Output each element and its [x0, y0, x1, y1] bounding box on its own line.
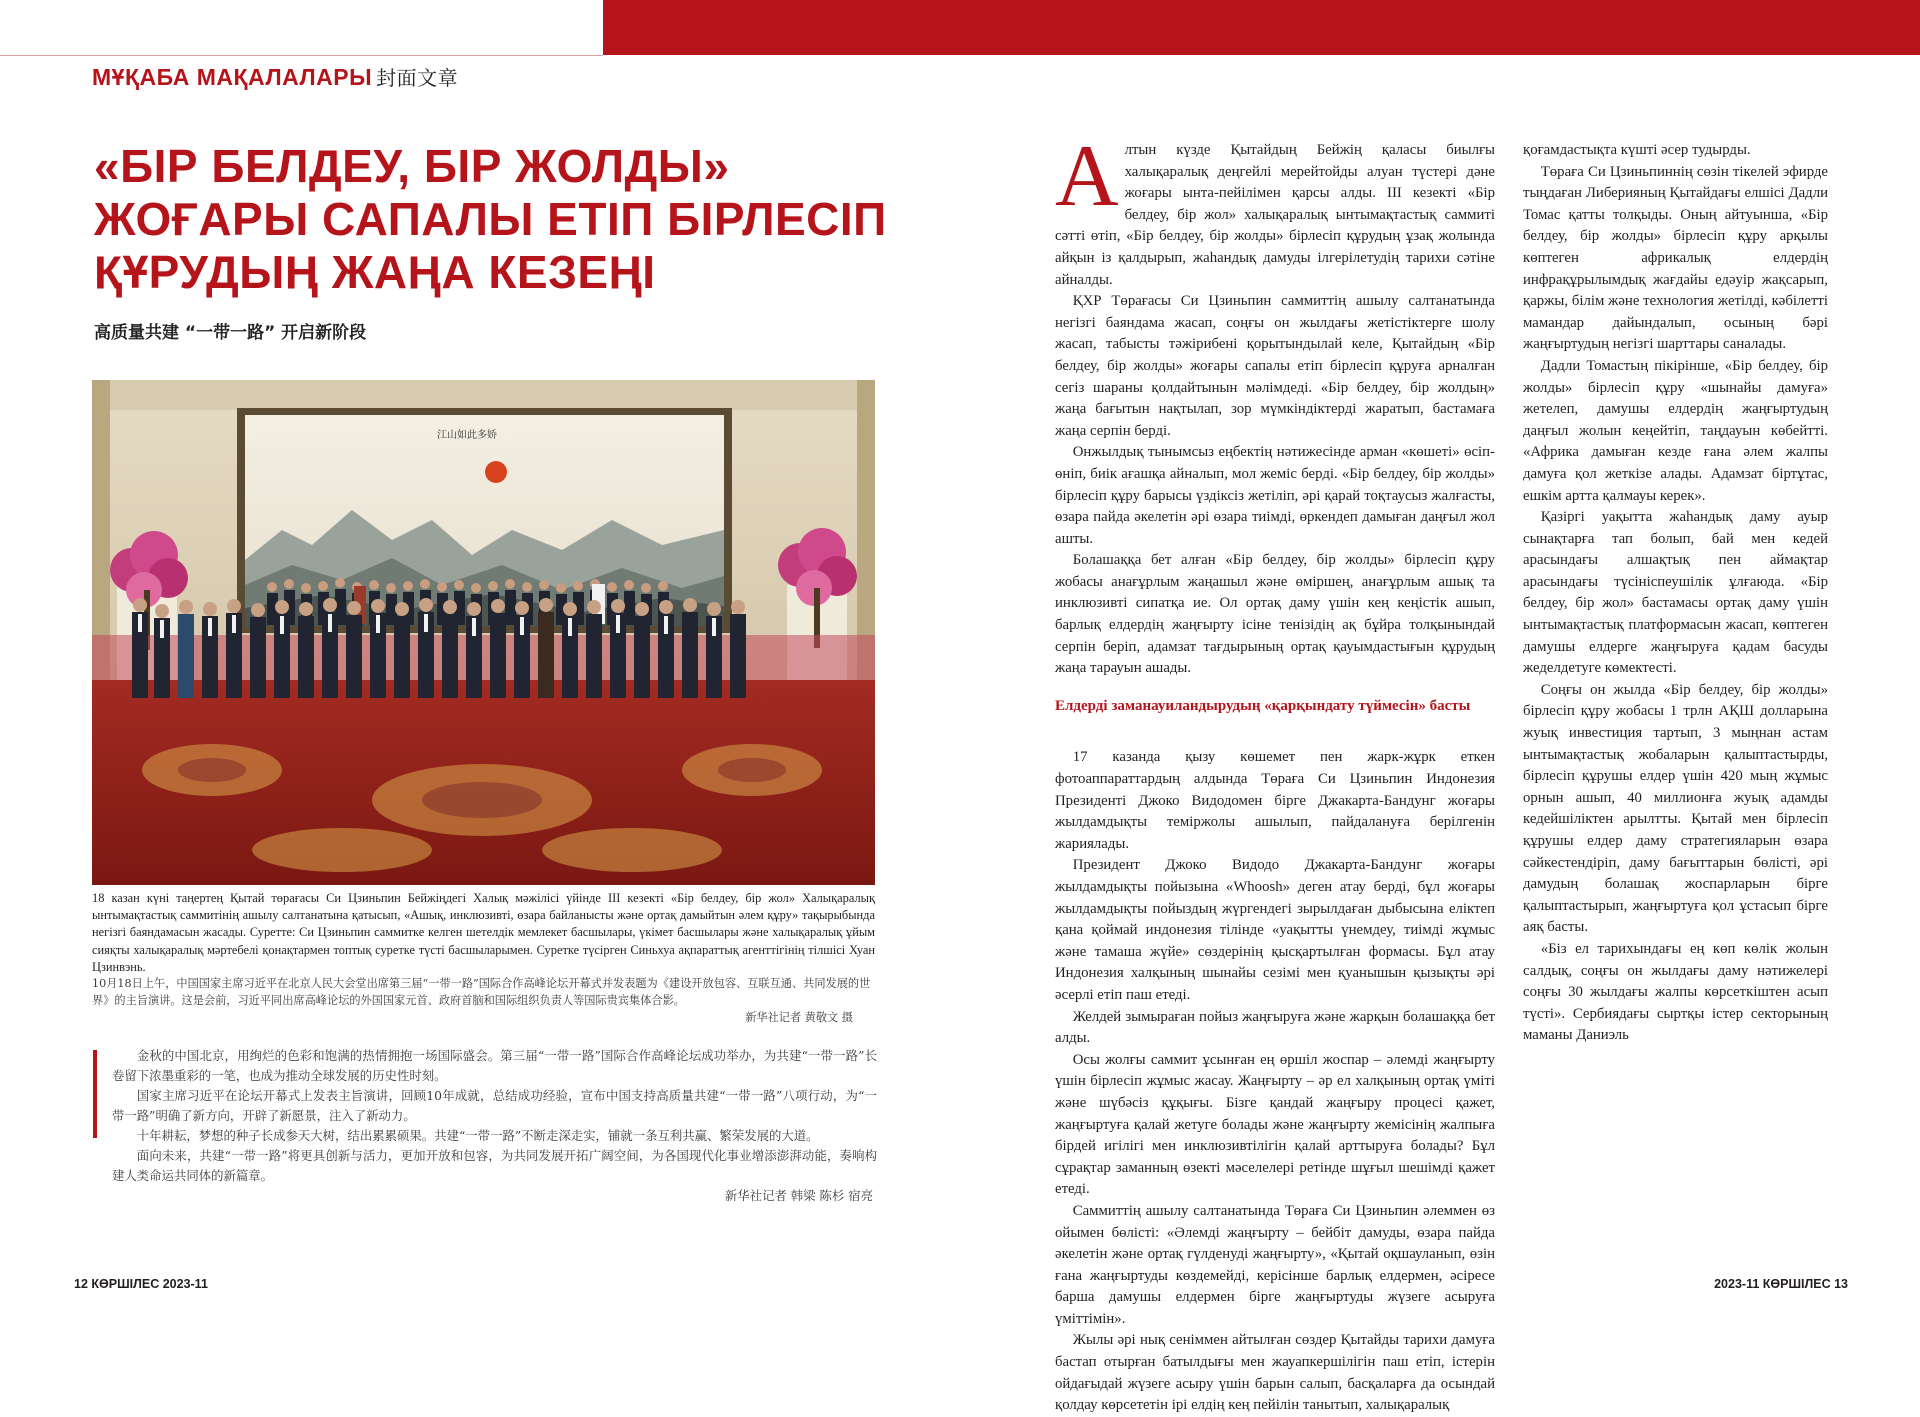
- lead-text: лтын күзде Қытайдың Бейжің қаласы биылғы халықаралық деңгейлі мерейтойды алуан түстері дәне жоғары ынта-пейілімен қарсы алды. III кезекті «Бір белдеу, бір жол» халықаралық ынтымақтастық саммиті сәтті өтіп, «Бір белдеу, бір жолды» бірлесіп құрудың ұзақ жолында айқын із қалдырып, жаһандық дамуды ілгерілетудің тарихи сәтіне айналды.: [1055, 142, 1495, 288]
- body-paragraph: Қазіргі уақытта жаһандық даму ауыр сынақтарға тап болып, бай мен кедей арасындағы алшақтық пен аймақтар арасындағы түсініспеушілік ұлғаюда. «Бір белдеу, бір жол» бастамасы ортақ даму үшін ынтымақтастық платформасын жасап, көптеген дамушы елдерге жаңғыруға қадам басуды жеделдетуге көмектесті.: [1523, 509, 1828, 677]
- body-paragraph: «Біз ел тарихындағы ең көп көлік жолын салдық, соңғы он жылдағы даму нәтижелері соңғы 30 жылдағы жалпы көрсеткіштен асып түсті». Сербиядағы сыртқы істер секторының маманы Даниэль: [1523, 940, 1828, 1044]
- page-footer-right: 2023-11 КӨРШІЛЕС 13: [1714, 1277, 1848, 1291]
- painting-sun: [485, 461, 507, 483]
- photo-caption: 18 казан күні таңертең Қытай төрағасы Си Цзиньпин Бейжіңдегі Халық мәжілісі үйінде III кезекті «Бір белдеу, бір жол» Халықаралық ынтымақтастық саммитінің ашылу салтанатына қатысып, «Ашық, инклюзивті, өзара байланысты және ортақ дамыйтын әлем құру» тақырыбында негізгі баяндамасын жасады. Суретте: Си Цзиньпин саммитке келген шетелдік мемлекет басшылары, үкімет басшылары және халықаралық ұйым сияқты халықаралық мәртебелі қонақтармен топтық суретке түсті басшыларымен. Суретке түсірген Синьхуа ақпараттық агенттігінің тілшісі Хуан Цзинвэнь.: [92, 891, 875, 974]
- chinese-intro-accent-bar: [93, 1050, 97, 1138]
- body-paragraph-lead: [1055, 128, 1495, 291]
- body-paragraph: Болашаққа бет алған «Бір белдеу, бір жолды» бірлесіп құру жобасы анағұрлым жаңашыл және өміршең, анағұрлым ашық та инклюзивті сипатқа ие. Ол ортақ даму үшін кең кеңістік ашып, барлық елдердің жаңғырту ісіне тенізідің ақ бұйра толқынындай серпін беріп, адамзат тағдырының ортақ қауымдастығын құрудың жаңа тарауын ашады.: [1055, 552, 1495, 677]
- body-paragraph: Дадли Томастың пікірінше, «Бір белдеу, бір жолды» бірлесіп құру «шынайы дамуға» жетелеп, дамушы елдердің жаңғыртудың даңғыл жолын кеңейтіп, таңдауын көбейтті. «Африка дамыған кезде ғана әлем жалпы дамуға қол жеткізе алады. Адамзат біртұтас, ешкім артта қалмауы керек».: [1523, 357, 1828, 504]
- body-column-1: [1055, 128, 1495, 1417]
- body-paragraph: Жылы әрі нық сеніммен айтылған сөздер Қытайды тарихи дамуға бастап отырған батылдығы мен жауапкершілігін паш етіп, істерін ойдағыдай жүзеге асыру үшін барын салып, басқаларға да осындай қолдау көрсететін ірі елдің кең пейілін танытып, халықаралық: [1055, 1332, 1495, 1414]
- top-rule: [0, 55, 603, 56]
- chinese-intro-paragraph: 面向未来，共建“一带一路”将更具创新与活力，更加开放和包容，为共同发展开拓广阔空间，为各国现代化事业增添澎湃动能，奏响构建人类命运共同体的新篇章。: [112, 1148, 877, 1183]
- chinese-intro-paragraph: 金秋的中国北京，用绚烂的色彩和饱满的热情拥抱一场国际盛会。第三届“一带一路”国际合作高峰论坛成功举办，为共建“一带一路”长卷留下浓墨重彩的一笔，也成为推动全球发展的历史性时刻。: [112, 1048, 877, 1083]
- body-paragraph: Соңғы он жылда «Бір белдеу, бір жолды» бірлесіп құру жобасы 1 трлн АҚШ долларына жуық инвестиция тартып, 3 мыңнан астам ынтымақтастық жобаларын қалыптастырды, бірлесіп құрушы елдер үшін 420 мың жұмыс орнын ашып, 40 миллионға жуық адамды кедейшіліктен арылтты. Қытай мен бірлесіп құрушы елдер даму стратегияларын өзара сәйкестендіріп, даму бағыттарын бөлісті, әрі дамудың болашақ жоспарларын бірге қалыптастырып, жаңғыртуға қол ұстасып бірге аяқ басты.: [1523, 681, 1828, 936]
- body-paragraph: Желдей зымыраған пойыз жаңғыруға және жарқын болашаққа бет алды.: [1055, 1008, 1495, 1047]
- body-paragraph: Осы жолғы саммит ұсынған ең өршіл жоспар – әлемді жаңғырту үшін бірлесіп жұмыс жасау. Жаңғырту – әр ел халқының ортақ үміті және шүбәсіз құқығы. Бізге қандай жаңғыру процесі қажет, жаңғыртуға қалай жетуге болады және жаңғырту жемісінің жалпыға бірдей игілігі мен инклюзивтілігін қалай арттыруға болады? Бұл сұрақтар заманның өзекті мәселелері ретінде шұғыл шешімді қажет етеді.: [1055, 1051, 1495, 1198]
- body-paragraph: Саммиттің ашылу салтанатында Төраға Си Цзиньпин әлеммен өз ойымен бөлісті: «Әлемді жаңғырту – бейбіт дамуды, өзара пайда әкелетін және ортақ гүлденуді жаңғырту», «Қытай оқшауланып, өзін ғана жаңғыртуды көздемейді, керісінше барлық елдермен, әсіресе барша дамушы елдермен бірге жаңғыртуды жүзеге асыруға үміттімін».: [1055, 1202, 1495, 1327]
- chinese-intro-credit: 新华社记者 韩梁 陈杉 宿亮: [724, 1188, 873, 1203]
- section-label-kazakh: МҰҚАБА МАҚАЛАЛАРЫ: [92, 64, 373, 90]
- top-red-bar: [603, 0, 1920, 55]
- body-paragraph: Президент Джоко Видодо Джакарта-Бандунг жоғары жылдамдықты пойызына «Whoosh» деген атау берді, бұл жоғары жылдамдықты пойыздың жүргендегі зырылдаған дыбысына еліктеп қана қоймай индонезия тілінде «уақытты үнемдеу, тиімді жұмыс және тамаша жүйе» сөздерінің қысқартылған формасы. Бұл атау Индонезия халқының шынайы сезімі мен қуанышын қызықты әрі әсерлі етіп паш етеді.: [1055, 857, 1495, 1003]
- body-paragraph-continuation: қоғамдастықта күшті әсер тудырды.: [1523, 142, 1751, 158]
- body-paragraph: Төраға Си Цзиньпиннің сөзін тікелей эфирде тыңдаған Либерияның Қытайдағы елшісі Дадли Томас қатты толқыды. Оның айтуынша, «Бір белдеу, бір жолды» бірлесіп құру арқылы көптеген африкалық елдердің инфрақұрылымдық жағдайы едәуір жақсарып, қаржы, білім және технология жетілді, кәбілетті мамандар дайындалып, осының бәрі жаңғыртудың негізгі шарттары саналады.: [1523, 163, 1828, 353]
- photo-caption-chinese-text: 10月18日上午，中国国家主席习近平在北京人民大会堂出席第三届“一带一路”国际合作高峰论坛开幕式并发表题为《建设开放包容、互联互通、共同发展的世界》的主旨演讲。这是会前，习近平同出席高峰论坛的外国国家元首、政府首脑和国际组织负责人等国际贵宾集体合影。: [92, 977, 871, 1007]
- section-label: [92, 62, 458, 91]
- body-paragraph: Онжылдық тынымсыз еңбектің нәтижесінде арман «көшеті» өсіп-өніп, биік ағашқа айналып, мол жеміс берді. «Бір белдеу, бір жолды» бірлесіп құру барысы үздіксіз жетіліп, әрі қарай тоқтаусыз жалғасты, өзара пайда әкелетін әрі өзара тиімді, өркендеп дамыған даңғыл жол ашты.: [1055, 444, 1495, 547]
- painting-inscription: 江山如此多娇: [437, 430, 497, 441]
- chinese-intro: [112, 1046, 877, 1206]
- body-column-2: [1523, 140, 1828, 1047]
- photo-credit-chinese: 新华社记者 黄敬文 摄: [745, 1011, 853, 1024]
- body-paragraph: 17 казанда қызу көшемет пен жарк-жұрк еткен фотоаппараттардың алдында Төраға Си Цзиньпин Индонезия Президенті Джоко Видодомен бірге Джакарта-Бандунг жоғары жылдамдықты теміржолы ашылып, пайдалануға берілгенін жариялады.: [1055, 749, 1495, 852]
- section-heading: Елдерді заманауиландырудың «қарқындату түймесін» басты: [1055, 697, 1471, 714]
- body-paragraph: ҚХР Төрағасы Си Цзиньпин саммиттің ашылу салтанатында негізгі баяндама жасап, соңғы он жылдағы жетістіктерге шолу жасап, табысты тәжірибені қорытындылай келе, Қытайдың «Бір белдеу, бір жолды» жоғары сапалы етіп бірлесіп құруға арналған сегіз шараны қолдайтынын мәлімдеді. «Бір белдеу, бір жолдың» жаңа бағытын нақтылап, зор мүмкіндіктерді жаратып, бастамаға жаңа серпін берді.: [1055, 293, 1495, 439]
- page-footer-left: 12 КӨРШІЛЕС 2023-11: [74, 1277, 208, 1291]
- group-photo: [92, 380, 875, 885]
- article-title: «БІР БЕЛДЕУ, БІР ЖОЛДЫ» ЖОҒАРЫ САПАЛЫ ЕТІП БІРЛЕСІП ҚҰРУДЫҢ ЖАҢА КЕЗЕҢІ: [94, 140, 887, 298]
- article-subtitle-chinese: 高质量共建 “一带一路” 开启新阶段: [94, 323, 367, 343]
- group-photo-illustration: [92, 380, 875, 885]
- drop-cap: А: [1055, 128, 1119, 225]
- chinese-intro-paragraph: 国家主席习近平在论坛开幕式上发表主旨演讲，回顾10年成就，总结成功经验，宣布中国支持高质量共建“一带一路”八项行动，为“一带一路”明确了新方向，开辟了新愿景，注入了新动力。: [112, 1088, 877, 1123]
- section-label-chinese: 封面文章: [376, 68, 459, 90]
- photo-caption-chinese: [92, 975, 875, 1026]
- chinese-intro-paragraph: 十年耕耘，梦想的种子长成参天大树，结出累累硕果。共建“一带一路”不断走深走实，铺就一条互利共赢、繁荣发展的大道。: [136, 1128, 819, 1143]
